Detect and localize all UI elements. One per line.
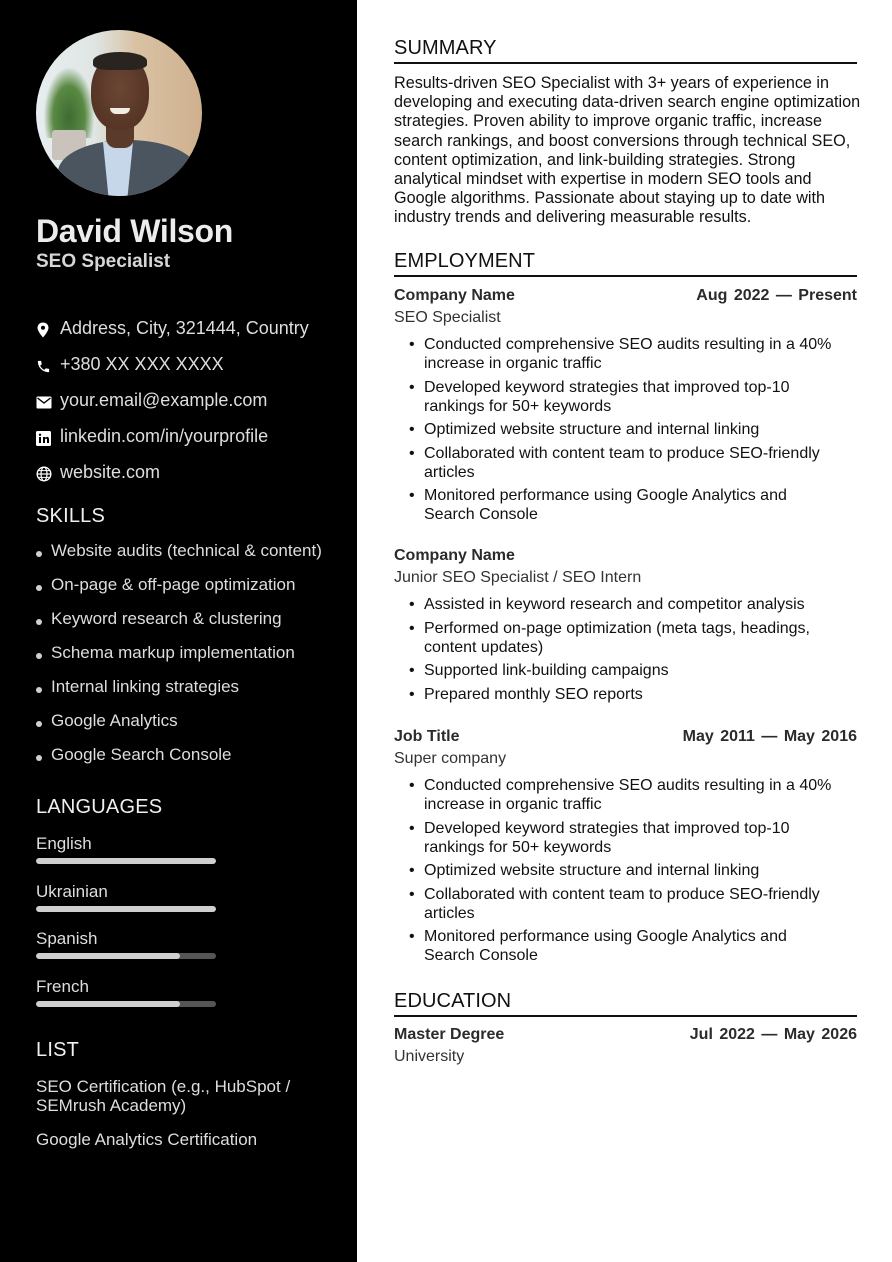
job-bullet: • Optimized website structure and internal linking bbox=[406, 861, 836, 880]
job-title: Company Name bbox=[394, 287, 515, 304]
language-item bbox=[36, 834, 216, 882]
language-level-bar bbox=[36, 953, 216, 959]
job-dates: Aug 2022 — Present bbox=[696, 287, 857, 304]
email-icon bbox=[36, 392, 60, 412]
job-bullet: • Monitored performance using Google Analytics and Search Console bbox=[406, 927, 836, 965]
contact-website-text[interactable]: website.com bbox=[60, 461, 161, 482]
contact-email-text[interactable]: your.email@example.com bbox=[60, 389, 268, 410]
language-level-fill bbox=[36, 953, 180, 959]
contact-linkedin[interactable] bbox=[36, 418, 309, 454]
job-subtitle: Super company bbox=[394, 750, 507, 767]
job-dates: May 2011 — May 2016 bbox=[682, 728, 857, 745]
skill-label: Schema markup implementation bbox=[51, 643, 295, 662]
contact-website[interactable] bbox=[36, 454, 309, 490]
job-bullet: • Monitored performance using Google Analytics and Search Console bbox=[406, 486, 836, 524]
skill-label: Website audits (technical & content) bbox=[51, 541, 322, 560]
education-heading: EDUCATION bbox=[394, 990, 857, 1017]
certification-item: SEO Certification (e.g., HubSpot / SEMrush Academy) bbox=[36, 1077, 291, 1115]
profile-name: David Wilson bbox=[36, 213, 234, 249]
skills-heading: SKILLS bbox=[36, 505, 106, 527]
language-level-bar bbox=[36, 1001, 216, 1007]
contact-phone-text: +380 XX XXX XXXX bbox=[60, 353, 224, 374]
skill-item bbox=[36, 609, 322, 643]
job-subtitle: Junior SEO Specialist / SEO Intern bbox=[394, 569, 642, 586]
list-heading: LIST bbox=[36, 1039, 80, 1061]
job-bullet: • Developed keyword strategies that improved top-10 rankings for 50+ keywords bbox=[406, 819, 836, 857]
language-name: Spanish bbox=[36, 929, 98, 948]
profile-photo bbox=[36, 30, 202, 196]
languages-list bbox=[36, 834, 216, 1024]
job-bullet: • Performed on-page optimization (meta tags, headings, content updates) bbox=[406, 619, 836, 657]
job-title: Job Title bbox=[394, 728, 460, 745]
language-level-fill bbox=[36, 1001, 180, 1007]
job-bullet: • Conducted comprehensive SEO audits resulting in a 40% increase in organic traffic bbox=[406, 335, 836, 373]
language-name: English bbox=[36, 834, 92, 853]
skill-item bbox=[36, 711, 322, 745]
job-entry bbox=[394, 728, 857, 970]
job-bullet: • Prepared monthly SEO reports bbox=[406, 685, 836, 704]
skill-item bbox=[36, 677, 322, 711]
bullet-icon bbox=[36, 551, 42, 557]
linkedin-icon bbox=[36, 428, 60, 448]
language-item bbox=[36, 882, 216, 930]
skill-label: On-page & off-page optimization bbox=[51, 575, 296, 594]
photo-plant bbox=[44, 68, 94, 138]
job-bullets bbox=[406, 595, 857, 704]
job-entry bbox=[394, 287, 857, 529]
certification-item: Google Analytics Certification bbox=[36, 1130, 258, 1149]
job-bullet: • Developed keyword strategies that improved top-10 rankings for 50+ keywords bbox=[406, 378, 836, 416]
job-bullets bbox=[406, 335, 857, 524]
job-title: Company Name bbox=[394, 547, 515, 564]
photo-hair bbox=[93, 52, 147, 70]
skill-label: Internal linking strategies bbox=[51, 677, 240, 696]
summary-text: Results-driven SEO Specialist with 3+ years of experience in developing and executing data-driven search engine optimization strategies. Proven ability to improve organic traffic, increase search rankings, and boost conversions through technical SEO, content optimization, and link-building strategies. Strong analytical mindset with expertise in modern SEO tools and Google algorithms. Passionate about staying up to date with industry trends and delivering measurable results. bbox=[394, 74, 861, 227]
language-item bbox=[36, 929, 216, 977]
education-degree: Master Degree bbox=[394, 1026, 505, 1043]
language-level-fill bbox=[36, 858, 216, 864]
job-bullet: • Collaborated with content team to produce SEO-friendly articles bbox=[406, 885, 836, 923]
bullet-icon bbox=[36, 687, 42, 693]
bullet-icon bbox=[36, 721, 42, 727]
contact-phone bbox=[36, 346, 309, 382]
certifications-list bbox=[36, 1077, 326, 1164]
education-entry bbox=[394, 1026, 857, 1070]
job-bullet: • Assisted in keyword research and competitor analysis bbox=[406, 595, 836, 614]
skill-item bbox=[36, 643, 322, 677]
job-header bbox=[394, 287, 857, 309]
bullet-icon bbox=[36, 653, 42, 659]
languages-heading: LANGUAGES bbox=[36, 796, 163, 818]
contact-address bbox=[36, 310, 309, 346]
skill-item bbox=[36, 541, 322, 575]
globe-icon bbox=[36, 464, 60, 484]
job-bullet: • Supported link-building campaigns bbox=[406, 661, 836, 680]
contact-list bbox=[36, 310, 309, 490]
contact-linkedin-text[interactable]: linkedin.com/in/yourprofile bbox=[60, 425, 269, 446]
photo-smile bbox=[110, 108, 130, 114]
job-bullet: • Collaborated with content team to produce SEO-friendly articles bbox=[406, 444, 836, 482]
contact-email[interactable] bbox=[36, 382, 309, 418]
location-pin-icon bbox=[36, 320, 60, 340]
job-header bbox=[394, 547, 857, 569]
education-dates: Jul 2022 — May 2026 bbox=[689, 1026, 857, 1043]
phone-icon bbox=[36, 356, 60, 376]
language-level-fill bbox=[36, 906, 216, 912]
job-bullet: • Optimized website structure and internal linking bbox=[406, 420, 836, 439]
job-entry bbox=[394, 547, 857, 708]
language-level-bar bbox=[36, 858, 216, 864]
job-bullets bbox=[406, 776, 857, 965]
employment-heading: EMPLOYMENT bbox=[394, 250, 857, 277]
bullet-icon bbox=[36, 585, 42, 591]
job-header bbox=[394, 728, 857, 750]
language-name: French bbox=[36, 976, 89, 996]
education-school: University bbox=[394, 1048, 465, 1065]
language-name: Ukrainian bbox=[36, 881, 108, 901]
skills-list bbox=[36, 541, 322, 779]
contact-address-text: Address, City, 321444, Country bbox=[60, 317, 309, 338]
bullet-icon bbox=[36, 619, 42, 625]
skill-item bbox=[36, 745, 322, 779]
language-item bbox=[36, 977, 216, 1025]
skill-label: Google Analytics bbox=[51, 711, 178, 730]
language-level-bar bbox=[36, 906, 216, 912]
job-bullet: • Conducted comprehensive SEO audits resulting in a 40% increase in organic traffic bbox=[406, 776, 836, 814]
bullet-icon bbox=[36, 755, 42, 761]
skill-item bbox=[36, 575, 322, 609]
education-header bbox=[394, 1026, 857, 1048]
sidebar bbox=[0, 0, 357, 1262]
skill-label: Keyword research & clustering bbox=[51, 609, 282, 628]
skill-label: Google Search Console bbox=[51, 745, 232, 764]
profile-title: SEO Specialist bbox=[36, 251, 171, 272]
job-subtitle: SEO Specialist bbox=[394, 309, 501, 326]
summary-heading: SUMMARY bbox=[394, 37, 857, 64]
